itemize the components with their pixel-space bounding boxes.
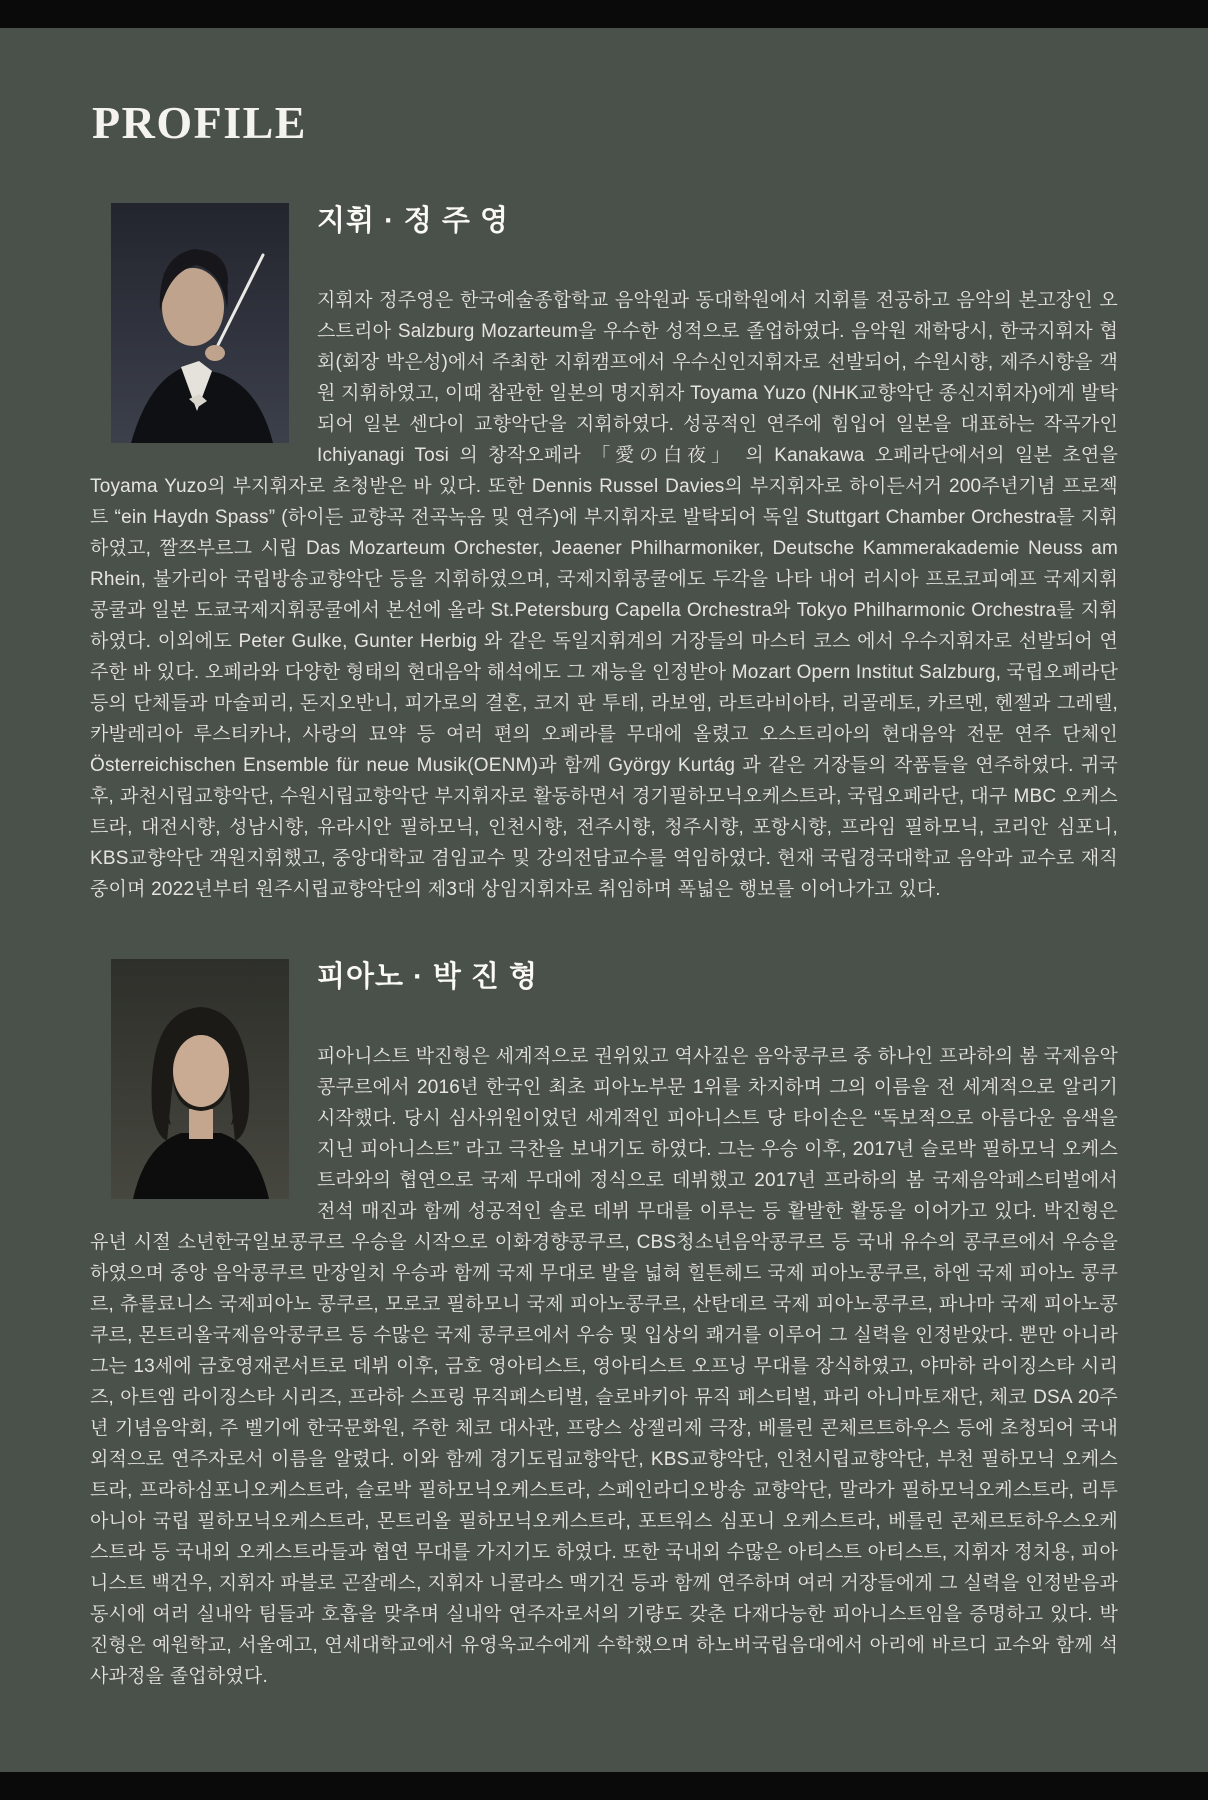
- pianist-heading: 피아노 · 박 진 형: [317, 961, 538, 993]
- pianist-profile-section: [90, 959, 1118, 1692]
- conductor-heading: 지휘 · 정 주 영: [317, 205, 509, 237]
- pianist-portrait-illustration: [111, 959, 289, 1199]
- conductor-profile-section: [90, 203, 1118, 905]
- bottom-black-bar: [0, 1772, 1208, 1800]
- pianist-bio-text: 피아니스트 박진형은 세계적으로 권위있고 역사깊은 음악콩쿠르 중 하나인 프라하의 봄 국제음악콩쿠르에서 2016년 한국인 최초 피아노부문 1위를 차지하며 그의 이름을 전 세계적으로 알리기 시작했다. 당시 심사위원이었던 세계적인 피아니스트 당 타이손은 “독보적으로 아름다운 음색을 지닌 피아니스트” 라고 극찬을 보내기도 하였다. 그는 우승 이후, 2017년 슬로박 필하모닉 오케스트라와의 협연으로 국제 무대에 정식으로 데뷔했고 2017년 프라하의 봄 국제음악페스티벌에서 전석 매진과 함께 성공적인 솔로 데뷔 무대를 이루는 등 활발한 활동을 이어가고 있다. 박진형은 유년 시절 소년한국일보콩쿠르 우승을 시작으로 이화경향콩쿠르, CBS청소년음악콩쿠르 등 국내 유수의 콩쿠르에서 우승을 하였으며 중앙 음악콩쿠르 만장일치 우승과 함께 국제 무대로 발을 넓혀 힐튼헤드 국제 피아노콩쿠르, 하엔 국제 피아노 콩쿠르, 츄를료니스 국제피아노 콩쿠르, 모로코 필하모니 국제 피아노콩쿠르, 산탄데르 국제 피아노콩쿠르, 파나마 국제 피아노콩쿠르, 몬트리올국제음악콩쿠르 등 수많은 국제 콩쿠르에서 우승 및 입상의 쾌거를 이루어 그 실력을 인정받았다. 뿐만 아니라 그는 13세에 금호영재콘서트로 데뷔 이후, 금호 영아티스트, 영아티스트 오프닝 무대를 장식하였고, 야마하 라이징스타 시리즈, 아트엠 라이징스타 시리즈, 프라하 스프링 뮤직페스티벌, 슬로바키아 뮤직 페스티벌, 파리 아니마토재단, 체코 DSA 20주년 기념음악회, 주 벨기에 한국문화원, 주한 체코 대사관, 프랑스 상젤리제 극장, 베를린 콘체르트하우스 등에 초청되어 국내외적으로 연주자로서 이름을 알렸다. 이와 함께 경기도립교향악단, KBS교향악단, 인천시립교향악단, 부천 필하모닉 오케스트라, 프라하심포니오케스트라, 슬로박 필하모닉오케스트라, 스페인라디오방송 교향악단, 말라가 필하모닉오케스트라, 리투아니아 국립 필하모닉오케스트라, 몬트리올 필하모닉오케스트라, 포트워스 심포니 오케스트라, 베를린 콘체르토하우스오케스트라 등 국내외 오케스트라들과 협연 무대를 가지기도 하였다. 또한 국내외 수많은 아티스트 아티스트, 지휘자 정치용, 피아니스트 백건우, 지휘자 파블로 곤잘레스, 지휘자 니콜라스 맥기건 등과 함께 연주하며 여러 거장들에게 그 실력을 인정받음과 동시에 여러 실내악 팀들과 호흡을 맞추며 실내악 연주자로서의 기량도 갖춘 다재다능한 피아니스트임을 증명하고 있다. 박진형은 예원학교, 서울예고, 연세대학교에서 유영욱교수에게 수학했으며 하노버국립음대에서 아리에 바르디 교수와 함께 석사과정을 졸업하였다.: [90, 1046, 1118, 1687]
- pianist-photo: [111, 959, 289, 1199]
- conductor-bio-text: 지휘자 정주영은 한국예술종합학교 음악원과 동대학원에서 지휘를 전공하고 음악의 본고장인 오스트리아 Salzburg Mozarteum을 우수한 성적으로 졸업하였다. 음악원 재학당시, 한국지휘자 협회(회장 박은성)에서 주최한 지휘캠프에서 우수신인지휘자로 선발되어, 수원시향, 제주시향을 객원 지휘하였고, 이때 참관한 일본의 명지휘자 Toyama Yuzo (NHK교향악단 종신지휘자)에게 발탁되어 일본 센다이 교향악단을 지휘하였다. 성공적인 연주에 힘입어 일본을 대표하는 작곡가인 Ichiyanagi Tosi 의 창작오페라 「愛の白夜」 의 Kanakawa 오페라단에서의 일본 초연을 Toyama Yuzo의 부지휘자로 초청받은 바 있다. 또한 Dennis Russel Davies의 부지휘자로 하이든서거 200주년기념 프로젝트 “ein Haydn Spass” (하이든 교향곡 전곡녹음 및 연주)에 부지휘자로 발탁되어 독일 Stuttgart Chamber Orchestra를 지휘하였고, 짤쯔부르그 시립 Das Mozarteum Orchester, Jeaener Philharmoniker, Deutsche Kammerakademie Neuss am Rhein, 불가리아 국립방송교향악단 등을 지휘하였으며, 국제지휘콩쿨에도 두각을 나타 내어 러시아 프로코피예프 국제지휘콩쿨과 일본 도쿄국제지휘콩쿨에서 본선에 올라 St.Petersburg Capella Orchestra와 Tokyo Philharmonic Orchestra를 지휘하였다. 이외에도 Peter Gulke, Gunter Herbig 와 같은 독일지휘계의 거장들의 마스터 코스 에서 우수지휘자로 선발되어 연주한 바 있다. 오페라와 다양한 형태의 현대음악 해석에도 그 재능을 인정받아 Mozart Opern Institut Salzburg, 국립오페라단 등의 단체들과 마술피리, 돈지오반니, 피가로의 결혼, 코지 판 투테, 라보엠, 라트라비아타, 리골레토, 카르멘, 헨젤과 그레텔, 카발레리아 루스티카나, 사랑의 묘약 등 여러 편의 오페라를 무대에 올렸고 오스트리아의 현대음악 전문 연주 단체인 Österreichischen Ensemble für neue Musik(OENM)과 함께 György Kurtág 과 같은 거장들의 작품들을 연주하였다. 귀국 후, 과천시립교향악단, 수원시립교향악단 부지휘자로 활동하면서 경기필하모닉오케스트라, 국립오페라단, 대구 MBC 오케스트라, 대전시향, 성남시향, 유라시안 필하모닉, 인천시향, 전주시향, 청주시향, 포항시향, 프라임 필하모닉, 코리안 심포니, KBS교향악단 객원지휘했고, 중앙대학교 겸임교수 및 강의전담교수를 역임하였다. 현재 국립경국대학교 음악과 교수로 재직중이며 2022년부터 원주시립교향악단의 제3대 상임지휘자로 취임하며 폭넓은 행보를 이어나가고 있다.: [90, 290, 1118, 900]
- profile-content: [0, 28, 1208, 1772]
- top-black-bar: [0, 0, 1208, 28]
- conductor-portrait-illustration: [111, 203, 289, 443]
- page-title: PROFILE: [92, 97, 307, 148]
- conductor-photo: [111, 203, 289, 443]
